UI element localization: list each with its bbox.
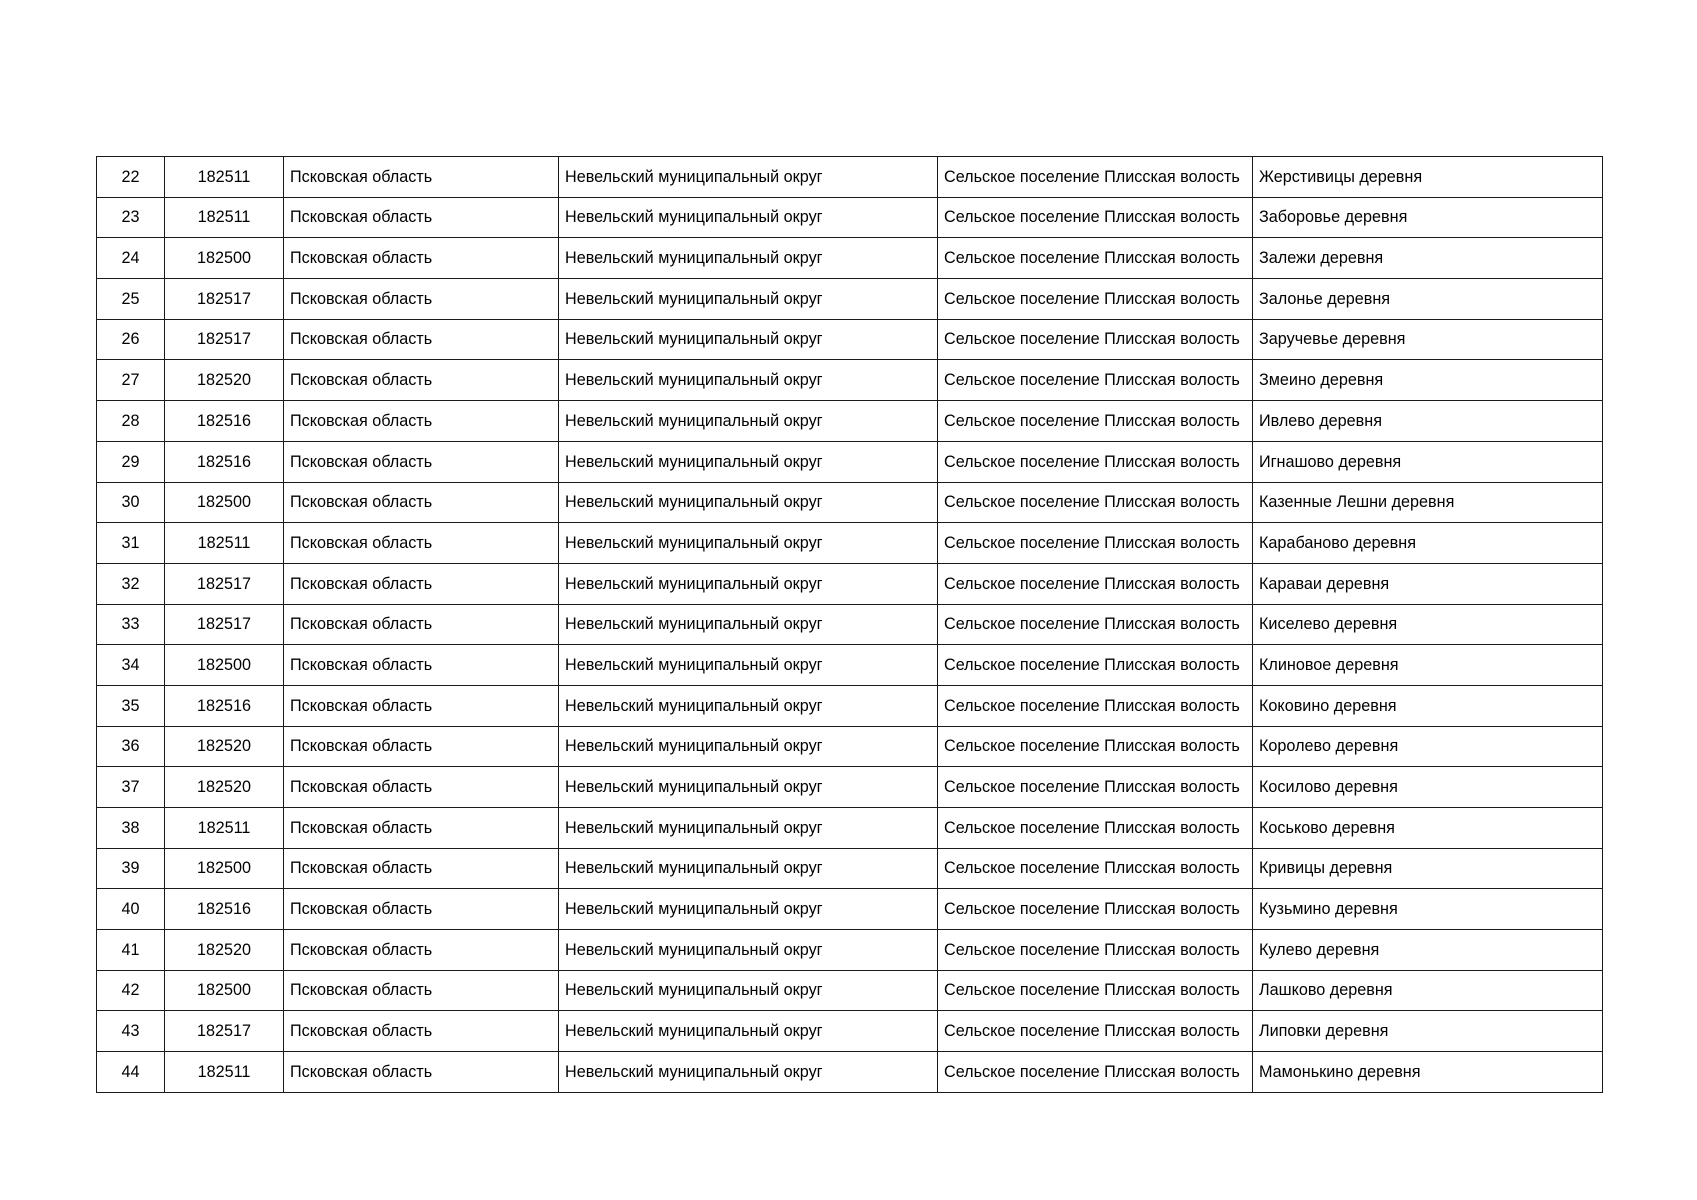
locality-cell: Клиновое деревня <box>1253 645 1603 686</box>
postal-index-cell: 182511 <box>165 808 284 849</box>
district-cell: Невельский муниципальный округ <box>559 279 938 320</box>
table-row <box>97 848 1603 889</box>
settlement-cell: Сельское поселение Плисская волость <box>938 1011 1253 1052</box>
settlement-cell: Сельское поселение Плисская волость <box>938 360 1253 401</box>
row-number-cell: 33 <box>97 604 165 645</box>
settlement-cell: Сельское поселение Плисская волость <box>938 482 1253 523</box>
district-cell: Невельский муниципальный округ <box>559 889 938 930</box>
locality-cell: Жерстивицы деревня <box>1253 157 1603 198</box>
settlement-cell: Сельское поселение Плисская волость <box>938 279 1253 320</box>
locality-cell: Игнашово деревня <box>1253 441 1603 482</box>
locality-cell: Косилово деревня <box>1253 767 1603 808</box>
settlement-cell: Сельское поселение Плисская волость <box>938 563 1253 604</box>
settlement-cell: Сельское поселение Плисская волость <box>938 197 1253 238</box>
table-row <box>97 1011 1603 1052</box>
row-number-cell: 25 <box>97 279 165 320</box>
postal-index-cell: 182511 <box>165 523 284 564</box>
district-cell: Невельский муниципальный округ <box>559 563 938 604</box>
settlement-cell: Сельское поселение Плисская волость <box>938 726 1253 767</box>
district-cell: Невельский муниципальный округ <box>559 157 938 198</box>
district-cell: Невельский муниципальный округ <box>559 930 938 971</box>
table-row <box>97 685 1603 726</box>
postal-index-cell: 182500 <box>165 645 284 686</box>
region-cell: Псковская область <box>284 441 559 482</box>
locality-cell: Мамонькино деревня <box>1253 1052 1603 1093</box>
table-row <box>97 726 1603 767</box>
row-number-cell: 24 <box>97 238 165 279</box>
row-number-cell: 29 <box>97 441 165 482</box>
district-cell: Невельский муниципальный округ <box>559 319 938 360</box>
table-row <box>97 482 1603 523</box>
region-cell: Псковская область <box>284 848 559 889</box>
locality-cell: Лашково деревня <box>1253 970 1603 1011</box>
row-number-cell: 35 <box>97 685 165 726</box>
region-cell: Псковская область <box>284 808 559 849</box>
table-row <box>97 401 1603 442</box>
locality-cell: Кулево деревня <box>1253 930 1603 971</box>
postal-index-cell: 182511 <box>165 197 284 238</box>
table-row <box>97 645 1603 686</box>
district-cell: Невельский муниципальный округ <box>559 808 938 849</box>
postal-index-cell: 182520 <box>165 767 284 808</box>
settlement-cell: Сельское поселение Плисская волость <box>938 604 1253 645</box>
row-number-cell: 39 <box>97 848 165 889</box>
region-cell: Псковская область <box>284 726 559 767</box>
region-cell: Псковская область <box>284 767 559 808</box>
postal-index-cell: 182516 <box>165 401 284 442</box>
row-number-cell: 30 <box>97 482 165 523</box>
row-number-cell: 44 <box>97 1052 165 1093</box>
settlement-cell: Сельское поселение Плисская волость <box>938 930 1253 971</box>
row-number-cell: 31 <box>97 523 165 564</box>
postal-index-cell: 182517 <box>165 1011 284 1052</box>
table-row <box>97 970 1603 1011</box>
postal-index-cell: 182517 <box>165 563 284 604</box>
locality-cell: Заручевье деревня <box>1253 319 1603 360</box>
postal-index-cell: 182520 <box>165 360 284 401</box>
table-row <box>97 930 1603 971</box>
settlement-cell: Сельское поселение Плисская волость <box>938 808 1253 849</box>
settlement-cell: Сельское поселение Плисская волость <box>938 523 1253 564</box>
settlement-cell: Сельское поселение Плисская волость <box>938 645 1253 686</box>
settlement-cell: Сельское поселение Плисская волость <box>938 401 1253 442</box>
district-cell: Невельский муниципальный округ <box>559 1011 938 1052</box>
row-number-cell: 26 <box>97 319 165 360</box>
locality-table <box>96 156 1603 1093</box>
region-cell: Псковская область <box>284 1052 559 1093</box>
postal-index-cell: 182517 <box>165 319 284 360</box>
locality-cell: Кривицы деревня <box>1253 848 1603 889</box>
locality-cell: Караваи деревня <box>1253 563 1603 604</box>
settlement-cell: Сельское поселение Плисская волость <box>938 238 1253 279</box>
locality-cell: Ивлево деревня <box>1253 401 1603 442</box>
postal-index-cell: 182511 <box>165 1052 284 1093</box>
region-cell: Псковская область <box>284 563 559 604</box>
row-number-cell: 43 <box>97 1011 165 1052</box>
table-row <box>97 808 1603 849</box>
district-cell: Невельский муниципальный округ <box>559 1052 938 1093</box>
region-cell: Псковская область <box>284 482 559 523</box>
postal-index-cell: 182500 <box>165 238 284 279</box>
postal-index-cell: 182517 <box>165 604 284 645</box>
row-number-cell: 22 <box>97 157 165 198</box>
locality-cell: Змеино деревня <box>1253 360 1603 401</box>
locality-cell: Залежи деревня <box>1253 238 1603 279</box>
postal-index-cell: 182500 <box>165 970 284 1011</box>
row-number-cell: 37 <box>97 767 165 808</box>
table-row <box>97 238 1603 279</box>
table-row <box>97 889 1603 930</box>
row-number-cell: 34 <box>97 645 165 686</box>
region-cell: Псковская область <box>284 319 559 360</box>
postal-index-cell: 182516 <box>165 441 284 482</box>
region-cell: Псковская область <box>284 238 559 279</box>
settlement-cell: Сельское поселение Плисская волость <box>938 1052 1253 1093</box>
district-cell: Невельский муниципальный округ <box>559 767 938 808</box>
postal-index-cell: 182516 <box>165 889 284 930</box>
settlement-cell: Сельское поселение Плисская волость <box>938 889 1253 930</box>
district-cell: Невельский муниципальный округ <box>559 726 938 767</box>
district-cell: Невельский муниципальный округ <box>559 441 938 482</box>
locality-cell: Кузьмино деревня <box>1253 889 1603 930</box>
locality-cell: Казенные Лешни деревня <box>1253 482 1603 523</box>
district-cell: Невельский муниципальный округ <box>559 645 938 686</box>
district-cell: Невельский муниципальный округ <box>559 482 938 523</box>
table-row <box>97 319 1603 360</box>
table-row <box>97 563 1603 604</box>
region-cell: Псковская область <box>284 930 559 971</box>
locality-cell: Залонье деревня <box>1253 279 1603 320</box>
postal-index-cell: 182517 <box>165 279 284 320</box>
district-cell: Невельский муниципальный округ <box>559 604 938 645</box>
region-cell: Псковская область <box>284 604 559 645</box>
table-row <box>97 441 1603 482</box>
region-cell: Псковская область <box>284 523 559 564</box>
region-cell: Псковская область <box>284 197 559 238</box>
table-row <box>97 360 1603 401</box>
row-number-cell: 32 <box>97 563 165 604</box>
table-row <box>97 767 1603 808</box>
postal-index-cell: 182500 <box>165 848 284 889</box>
locality-cell: Коськово деревня <box>1253 808 1603 849</box>
postal-index-cell: 182516 <box>165 685 284 726</box>
row-number-cell: 27 <box>97 360 165 401</box>
postal-index-cell: 182500 <box>165 482 284 523</box>
postal-index-cell: 182520 <box>165 930 284 971</box>
settlement-cell: Сельское поселение Плисская волость <box>938 970 1253 1011</box>
district-cell: Невельский муниципальный округ <box>559 848 938 889</box>
row-number-cell: 40 <box>97 889 165 930</box>
settlement-cell: Сельское поселение Плисская волость <box>938 767 1253 808</box>
locality-cell: Киселево деревня <box>1253 604 1603 645</box>
district-cell: Невельский муниципальный округ <box>559 970 938 1011</box>
region-cell: Псковская область <box>284 970 559 1011</box>
region-cell: Псковская область <box>284 685 559 726</box>
region-cell: Псковская область <box>284 889 559 930</box>
row-number-cell: 41 <box>97 930 165 971</box>
district-cell: Невельский муниципальный округ <box>559 685 938 726</box>
postal-index-cell: 182520 <box>165 726 284 767</box>
settlement-cell: Сельское поселение Плисская волость <box>938 848 1253 889</box>
locality-cell: Королево деревня <box>1253 726 1603 767</box>
region-cell: Псковская область <box>284 1011 559 1052</box>
table-row <box>97 279 1603 320</box>
row-number-cell: 28 <box>97 401 165 442</box>
table-row <box>97 157 1603 198</box>
row-number-cell: 23 <box>97 197 165 238</box>
district-cell: Невельский муниципальный округ <box>559 238 938 279</box>
table-row <box>97 523 1603 564</box>
region-cell: Псковская область <box>284 645 559 686</box>
table-row <box>97 604 1603 645</box>
region-cell: Псковская область <box>284 279 559 320</box>
table-body <box>97 157 1603 1093</box>
table-row <box>97 197 1603 238</box>
settlement-cell: Сельское поселение Плисская волость <box>938 441 1253 482</box>
district-cell: Невельский муниципальный округ <box>559 401 938 442</box>
locality-cell: Липовки деревня <box>1253 1011 1603 1052</box>
row-number-cell: 38 <box>97 808 165 849</box>
row-number-cell: 36 <box>97 726 165 767</box>
settlement-cell: Сельское поселение Плисская волость <box>938 319 1253 360</box>
settlement-cell: Сельское поселение Плисская волость <box>938 157 1253 198</box>
row-number-cell: 42 <box>97 970 165 1011</box>
district-cell: Невельский муниципальный округ <box>559 523 938 564</box>
locality-cell: Карабаново деревня <box>1253 523 1603 564</box>
settlement-cell: Сельское поселение Плисская волость <box>938 685 1253 726</box>
locality-cell: Заборовье деревня <box>1253 197 1603 238</box>
locality-cell: Коковино деревня <box>1253 685 1603 726</box>
district-cell: Невельский муниципальный округ <box>559 197 938 238</box>
region-cell: Псковская область <box>284 401 559 442</box>
region-cell: Псковская область <box>284 157 559 198</box>
table-row <box>97 1052 1603 1093</box>
region-cell: Псковская область <box>284 360 559 401</box>
postal-index-cell: 182511 <box>165 157 284 198</box>
district-cell: Невельский муниципальный округ <box>559 360 938 401</box>
